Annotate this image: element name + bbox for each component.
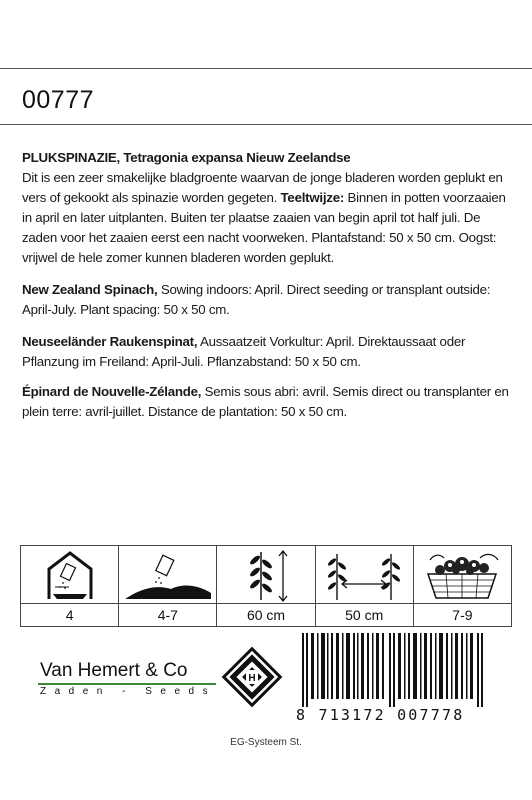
french-body: Semis sous abri: avril. Semis direct ou transplanter en plein terre: avril-juillet. Distance de plantation: 50 x 50 cm. xyxy=(22,384,509,419)
company-logo-icon xyxy=(221,646,283,708)
svg-text:H: H xyxy=(248,673,256,684)
german-body: Aussaatzeit Vorkultur: April. Direktaussaat oder Pflanzung im Freiland: April-Juli. Pflanzabstand: 50 x 50 cm. xyxy=(22,334,466,369)
icon-cell-height xyxy=(216,545,315,627)
icon-cell-outdoor xyxy=(118,545,217,627)
icon-value: 50 cm xyxy=(345,607,384,623)
dutch-method-label: Teeltwijze: xyxy=(280,190,345,205)
top-divider xyxy=(0,68,532,69)
plant-height-icon xyxy=(217,546,314,604)
icon-cell-spacing xyxy=(315,545,414,627)
eg-system-note: EG-Systeem St. xyxy=(230,737,302,748)
icon-cell-harvest xyxy=(413,545,512,627)
german-description xyxy=(22,332,514,372)
greenhouse-sowing-icon xyxy=(21,546,118,604)
english-description xyxy=(22,280,514,320)
harvest-basket-icon xyxy=(414,546,511,604)
plant-spacing-icon xyxy=(316,546,413,604)
barcode-number: 8 713172 007778 xyxy=(296,706,465,724)
cultivation-icon-strip xyxy=(20,545,512,627)
outdoor-sowing-icon xyxy=(119,546,216,604)
german-name: Neuseeländer Raukenspinat, xyxy=(22,334,198,349)
dutch-title: PLUKSPINAZIE, Tetragonia expansa Nieuw Zeelandse xyxy=(22,150,351,165)
english-name: New Zealand Spinach, xyxy=(22,282,158,297)
dutch-description xyxy=(22,148,514,268)
english-body: Sowing indoors: April. Direct seeding or transplant outside: April-July. Plant spacing: 50 x 50 cm. xyxy=(22,282,491,317)
dutch-body: Dit is een zeer smakelijke bladgroente waarvan de jonge bladeren worden geplukt en vers of gekookt als spinazie worden gegeten. xyxy=(22,170,503,205)
french-description xyxy=(22,382,514,422)
icon-cell-greenhouse xyxy=(20,545,119,627)
icon-value: 4 xyxy=(65,607,74,623)
french-name: Épinard de Nouvelle-Zélande, xyxy=(22,384,202,399)
icon-value: 7-9 xyxy=(452,607,473,623)
brand-tagline: Zaden - Seeds xyxy=(40,686,217,697)
product-code: 00777 xyxy=(22,86,95,114)
code-divider xyxy=(0,124,532,125)
barcode-icon xyxy=(296,633,488,707)
brand-name: Van Hemert & Co xyxy=(40,660,188,681)
icon-value: 60 cm xyxy=(246,607,286,623)
brand-underline xyxy=(38,683,216,685)
dutch-method-body: Binnen in potten voorzaaien in april en later uitplanten. Buiten ter plaatse zaaien van begin april tot half juli. De zaden voor het zaaien eerst een nacht voorweken. Plantafstand: 50 x 50 cm. Oogst: vrijwel de hele zomer kunnen bladeren worden geplukt. xyxy=(22,190,506,265)
icon-value: 4-7 xyxy=(157,607,178,623)
